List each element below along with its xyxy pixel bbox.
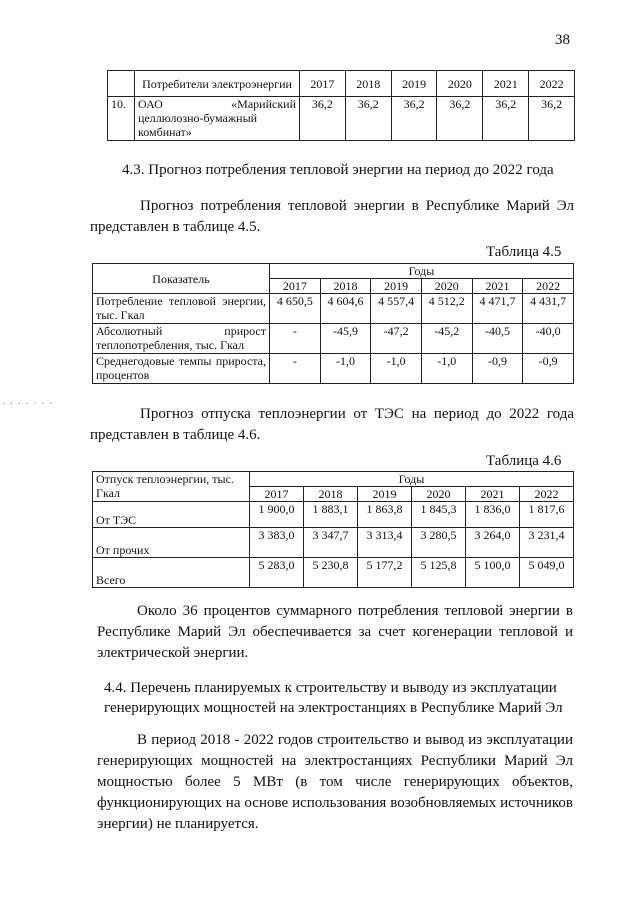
table-header-year: 2019: [391, 71, 437, 97]
table-header-year: 2019: [358, 487, 412, 502]
table-cell: 4 650,5: [270, 294, 321, 324]
table-cell: -40,0: [523, 324, 574, 354]
table-row: [93, 324, 574, 354]
table-cell: 5 049,0: [520, 558, 574, 588]
table-row: [93, 354, 574, 384]
table-header-year: 2020: [421, 279, 472, 294]
page-number: 38: [555, 32, 570, 48]
table-cell: 4 471,7: [472, 294, 523, 324]
table-header-year: 2018: [345, 71, 391, 97]
table-cell: 36,2: [483, 97, 529, 141]
table-header-year: 2022: [520, 487, 574, 502]
row-label: ОАО «Марийский целлюлозно-бумажный комбинат»: [135, 97, 300, 141]
table-row: [108, 97, 575, 141]
table-cell: 1 900,0: [250, 502, 304, 528]
table-cell: 36,2: [437, 97, 483, 141]
table-cell: 5 230,8: [304, 558, 358, 588]
table-cell: 4 557,4: [371, 294, 422, 324]
table-row: [93, 558, 574, 588]
scan-margin-marks: · · · · · · ·: [2, 399, 54, 410]
table-cell: 36,2: [391, 97, 437, 141]
table-cell: 36,2: [300, 97, 346, 141]
table-cell: 5 100,0: [466, 558, 520, 588]
table-header-year: 2022: [523, 279, 574, 294]
table-row: [93, 294, 574, 324]
table-cell: 1 845,3: [412, 502, 466, 528]
table-4-6: [92, 471, 574, 588]
table-header-indicator: Отпуск теплоэнергии, тыс. Гкал: [93, 472, 250, 502]
table-cell: 4 512,2: [421, 294, 472, 324]
table-cell: 3 383,0: [250, 528, 304, 558]
table-header-consumers: Потребители электроэнергии: [135, 71, 300, 97]
row-label: От прочих: [93, 528, 250, 558]
table-cell: -45,9: [320, 324, 371, 354]
table-header-years: Годы: [250, 472, 574, 487]
table-header-year: 2018: [304, 487, 358, 502]
table-header-years: Годы: [270, 264, 574, 279]
table-header-year: 2017: [270, 279, 321, 294]
table-header-year: 2020: [437, 71, 483, 97]
table-cell: 1 836,0: [466, 502, 520, 528]
table-cell: 36,2: [529, 97, 575, 141]
paragraph-cogeneration: Около 36 процентов суммарного потребления тепловой энергии в Республике Марий Эл обеспечивается за счет когенерации тепловой и электрической энергии.: [97, 603, 573, 661]
table-caption-4-6: Таблица 4.6: [486, 453, 562, 469]
table-cell: 1 863,8: [358, 502, 412, 528]
table-row: [93, 528, 574, 558]
row-label: От ТЭС: [93, 502, 250, 528]
row-number: 10.: [108, 97, 135, 141]
paragraph-4-6-intro: Прогноз отпуска теплоэнергии от ТЭС на период до 2022 года представлен в таблице 4.6.: [90, 406, 574, 443]
table-cell: -0,9: [523, 354, 574, 384]
table-cell: 4 431,7: [523, 294, 574, 324]
table-cell: 5 283,0: [250, 558, 304, 588]
table-cell: 3 347,7: [304, 528, 358, 558]
row-label: Среднегодовые темпы прироста, процентов: [93, 354, 270, 384]
table-cell: 5 177,2: [358, 558, 412, 588]
row-label: Всего: [93, 558, 250, 588]
table-header-year: 2021: [466, 487, 520, 502]
table-header-row: [93, 472, 574, 487]
table-header-row: [108, 71, 575, 97]
table-cell: 5 125,8: [412, 558, 466, 588]
table-row: [93, 502, 574, 528]
table-cell: -45,2: [421, 324, 472, 354]
table-header-year: 2017: [300, 71, 346, 97]
table-cell: -: [270, 324, 321, 354]
row-label: Потребление тепловой энергии, тыс. Гкал: [93, 294, 270, 324]
table-header-year: 2021: [472, 279, 523, 294]
table-cell: -1,0: [371, 354, 422, 384]
table-cell: -1,0: [421, 354, 472, 384]
table-cell: 3 231,4: [520, 528, 574, 558]
table-header-year: 2018: [320, 279, 371, 294]
table-consumers: [107, 70, 575, 141]
table-cell: [108, 71, 135, 97]
table-header-year: 2021: [483, 71, 529, 97]
table-cell: -40,5: [472, 324, 523, 354]
table-header-year: 2020: [412, 487, 466, 502]
table-header-year: 2022: [529, 71, 575, 97]
paragraph-4-4: В период 2018 - 2022 годов строительство и вывод из эксплуатации генерирующих мощностей на электростанциях Республики Марий Эл мощностью более 5 МВт (в том числе генерирующих объектов, функционирующих на основе использования возобновляемых источников энергии) не планируется.: [97, 732, 573, 832]
section-heading-4-4-line1: 4.4. Перечень планируемых к строительству и выводу из эксплуатации: [104, 680, 557, 696]
paragraph-4-5-intro: Прогноз потребления тепловой энергии в Республике Марий Эл представлен в таблице 4.5.: [90, 198, 574, 235]
table-cell: 1 883,1: [304, 502, 358, 528]
table-cell: 36,2: [345, 97, 391, 141]
row-label: Абсолютный прирост теплопотребления, тыс. Гкал: [93, 324, 270, 354]
table-cell: -1,0: [320, 354, 371, 384]
table-cell: 4 604,6: [320, 294, 371, 324]
table-header-year: 2019: [371, 279, 422, 294]
table-cell: 3 280,5: [412, 528, 466, 558]
table-cell: -47,2: [371, 324, 422, 354]
table-caption-4-5: Таблица 4.5: [486, 244, 562, 260]
table-cell: -0,9: [472, 354, 523, 384]
table-header-year: 2017: [250, 487, 304, 502]
section-heading-4-3: 4.3. Прогноз потребления тепловой энергии на период до 2022 года: [122, 162, 554, 178]
table-cell: -: [270, 354, 321, 384]
table-4-5: [92, 263, 574, 384]
table-header-row: [93, 264, 574, 279]
table-cell: 3 313,4: [358, 528, 412, 558]
table-cell: 1 817,6: [520, 502, 574, 528]
table-header-indicator: Показатель: [93, 264, 270, 294]
section-heading-4-4-line2: генерирующих мощностей на электростанциях в Республике Марий Эл: [104, 700, 563, 716]
table-cell: 3 264,0: [466, 528, 520, 558]
